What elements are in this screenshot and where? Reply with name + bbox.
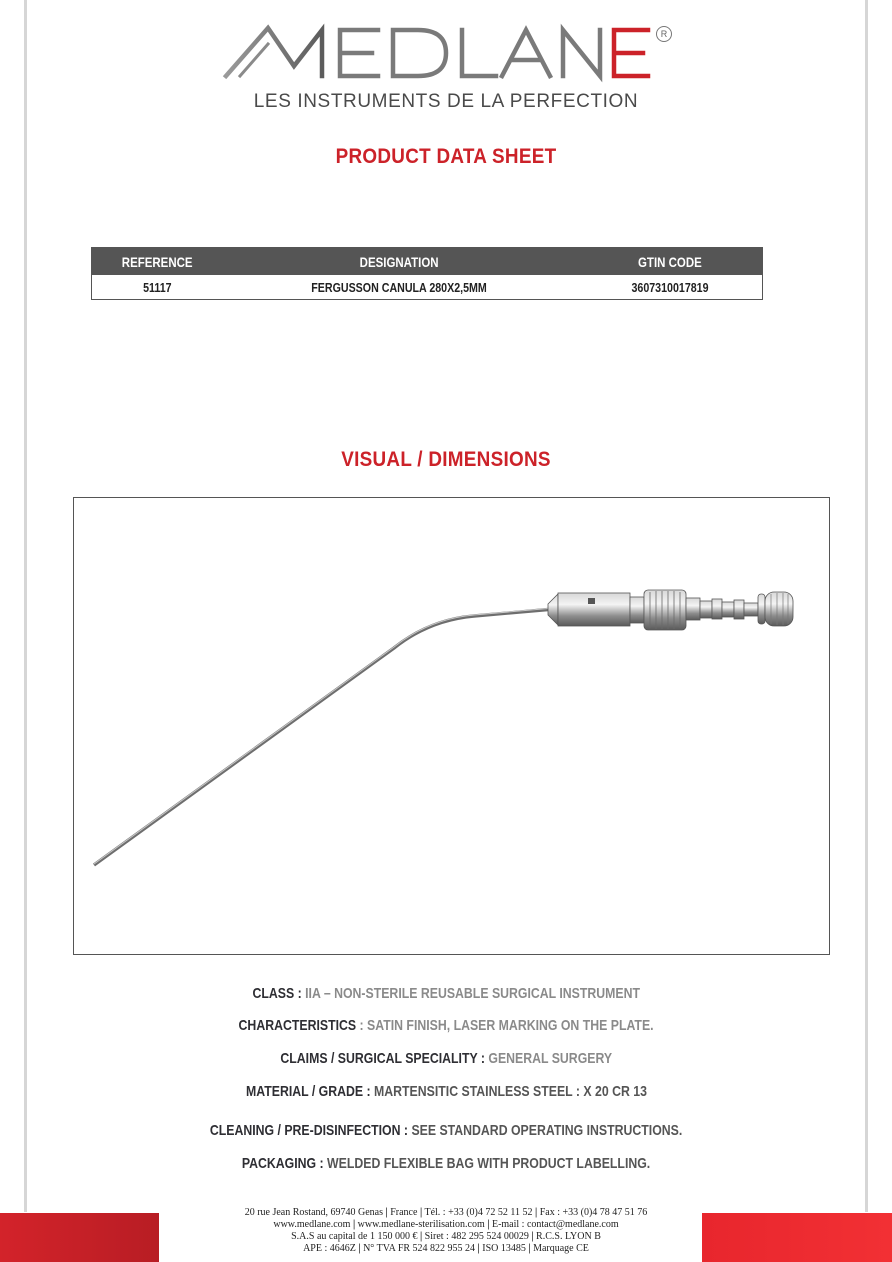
header-designation: DESIGNATION	[222, 248, 577, 276]
footer-registration-line: APE : 4646Z | N° TVA FR 524 822 955 24 | ISO 13485 | Marquage CE	[303, 1243, 589, 1254]
spec-characteristics: CHARACTERISTICS : SATIN FINISH, LASER MARKING ON THE PLATE.	[238, 1017, 654, 1034]
header-reference: REFERENCE	[92, 248, 223, 276]
footer-link-sterilisation[interactable]: www.medlane-sterilisation.com	[357, 1219, 485, 1230]
surgical-cannula-illustration-icon	[74, 498, 831, 956]
medlane-logo-icon	[0, 22, 892, 84]
registered-mark: R	[656, 26, 672, 42]
footer	[0, 1207, 892, 1255]
header-gtin: GTIN CODE	[577, 248, 763, 276]
footer-email[interactable]: E-mail : contact@medlane.com	[491, 1219, 619, 1230]
footer-address-line: 20 rue Jean Rostand, 69740 Genas | France | Tél. : +33 (0)4 72 52 11 52 | Fax : +33 (0)4 78 47 51 76	[244, 1207, 648, 1218]
table-row	[92, 275, 763, 300]
section-title-visual: VISUAL / DIMENSIONS	[341, 448, 551, 471]
reference-table	[91, 247, 763, 300]
cell-gtin: 3607310017819	[630, 279, 709, 295]
brand-tagline: LES INSTRUMENTS DE LA PERFECTION	[253, 91, 639, 112]
page-title: PRODUCT DATA SHEET	[335, 145, 557, 168]
footer-web-line: www.medlane.com | www.medlane-sterilisation.com | E-mail : contact@medlane.com	[273, 1219, 619, 1230]
spec-class: CLASS : IIA – NON-STERILE REUSABLE SURGICAL INSTRUMENT	[252, 985, 640, 1002]
spec-cleaning: CLEANING / PRE-DISINFECTION : SEE STANDARD OPERATING INSTRUCTIONS.	[209, 1122, 683, 1139]
table-header-row	[92, 248, 763, 276]
footer-legal-line: S.A.S au capital de 1 150 000 € | Siret : 482 295 524 00029 | R.C.S. LYON B	[291, 1231, 601, 1242]
spec-packaging: PACKAGING : WELDED FLEXIBLE BAG WITH PRODUCT LABELLING.	[241, 1155, 651, 1172]
footer-link-website[interactable]: www.medlane.com	[273, 1219, 351, 1230]
cell-designation: FERGUSSON CANULA 280X2,5MM	[311, 279, 488, 295]
cell-reference: 51117	[142, 279, 172, 295]
spec-claims: CLAIMS / SURGICAL SPECIALITY : GENERAL SURGERY	[280, 1050, 612, 1067]
product-visual	[73, 497, 830, 955]
spec-material: MATERIAL / GRADE : MARTENSITIC STAINLESS STEEL : X 20 CR 13	[245, 1083, 647, 1100]
